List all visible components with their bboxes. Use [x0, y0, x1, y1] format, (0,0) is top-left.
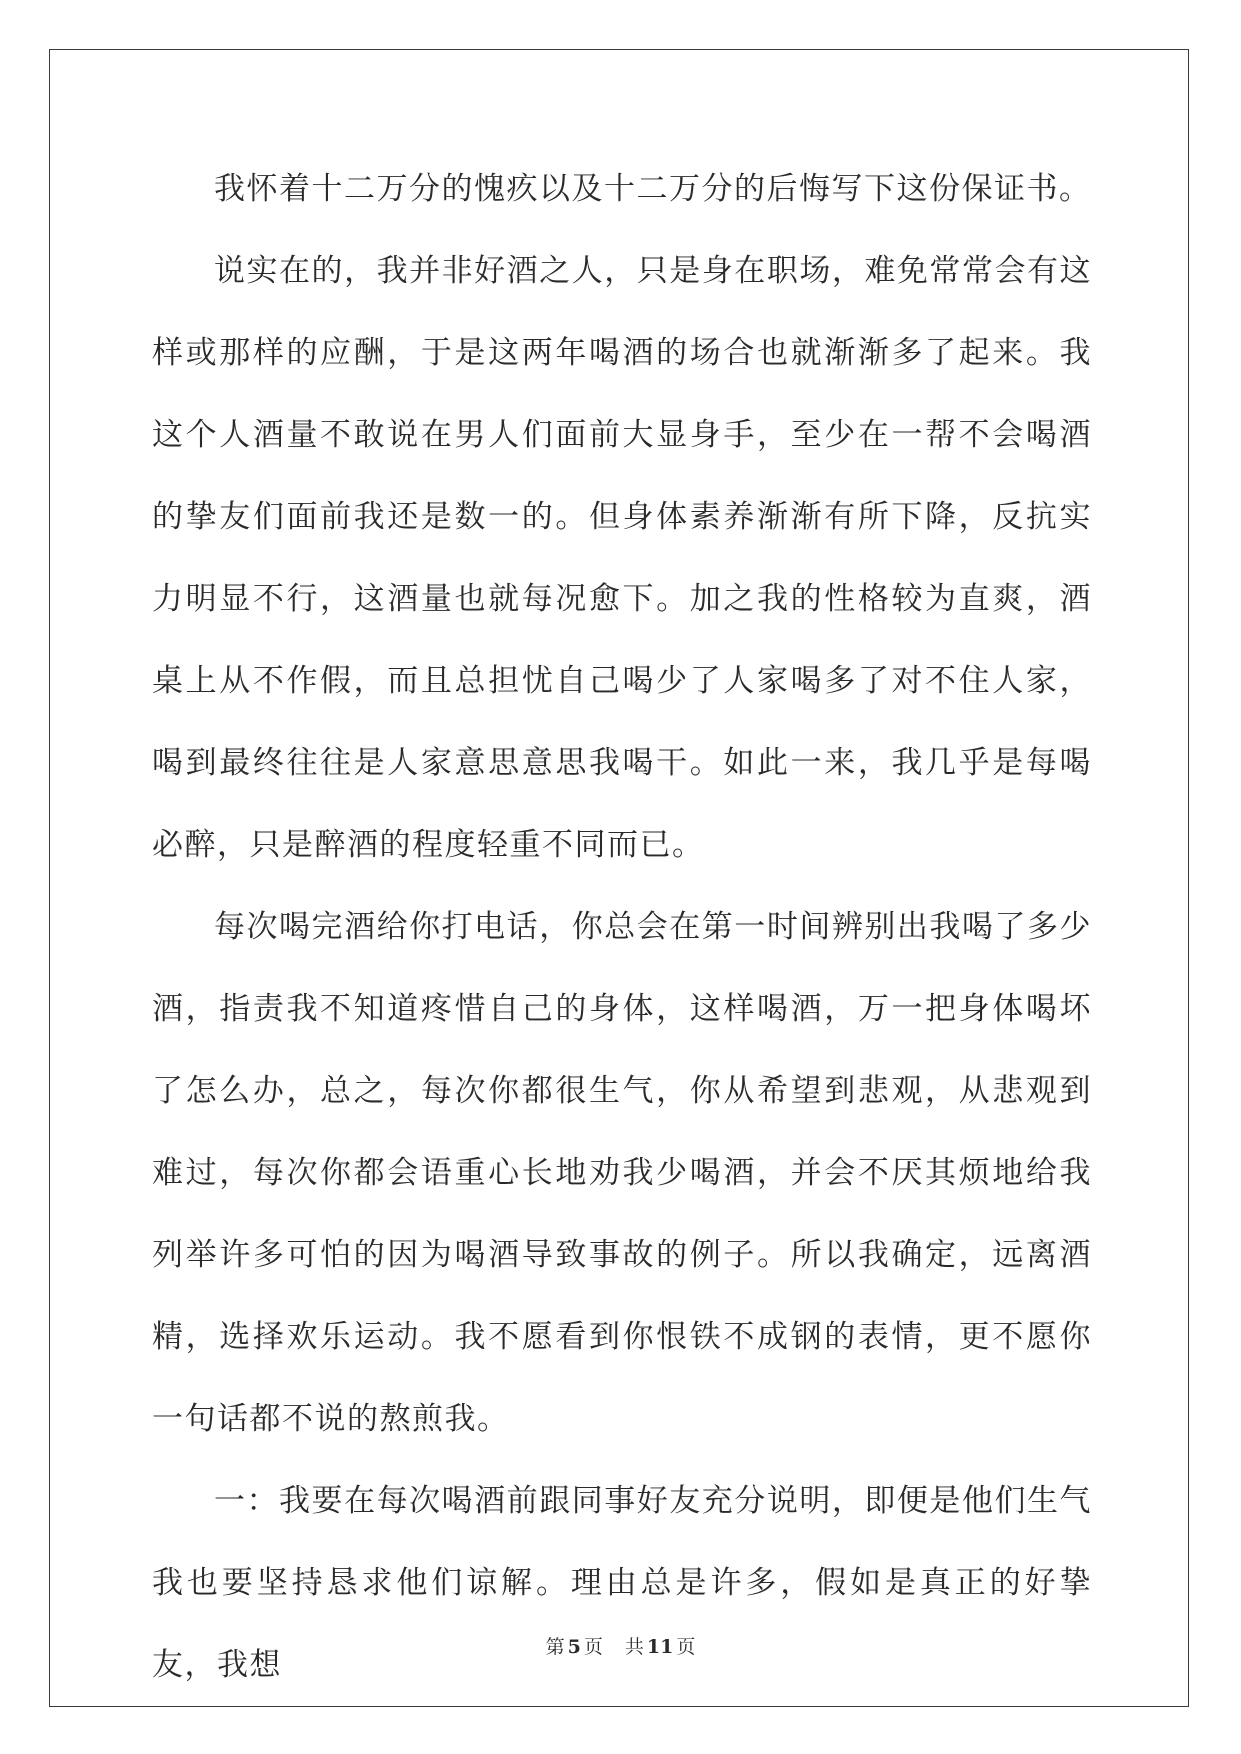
page-prefix: 第: [545, 1636, 565, 1658]
total-suffix: 页: [676, 1636, 696, 1658]
total-prefix: 共: [624, 1636, 644, 1658]
paragraph-4: 一：我要在每次喝酒前跟同事好友充分说明，即便是他们生气我也要坚持恳求他们谅解。理由总是许多，假如是真正的好挚友，我想: [152, 1483, 1092, 1683]
paragraph-1: 我怀着十二万分的愧疚以及十二万分的后悔写下这份保证书。: [214, 171, 1092, 207]
page-footer: [0, 1632, 1241, 1659]
paragraph-2: 说实在的，我并非好酒之人，只是身在职场，难免常常会有这样或那样的应酬，于是这两年喝酒的场合也就渐渐多了起来。我这个人酒量不敢说在男人们面前大显身手，至少在一帮不会喝酒的挚友们面前我还是数一的。但身体素养渐渐有所下降，反抗实力明显不行，这酒量也就每况愈下。加之我的性格较为直爽，酒桌上从不作假，而且总担忧自己喝少了人家喝多了对不住人家，喝到最终往往是人家意思意思我喝干。如此一来，我几乎是每喝必醉，只是醉酒的程度轻重不同而已。: [152, 253, 1092, 863]
page-suffix: 页: [583, 1636, 603, 1658]
page-number: 5: [567, 1636, 581, 1658]
paragraph-3: 每次喝完酒给你打电话，你总会在第一时间辨别出我喝了多少酒，指责我不知道疼惜自己的身体，这样喝酒，万一把身体喝坏了怎么办，总之，每次你都很生气，你从希望到悲观，从悲观到难过，每次你都会语重心长地劝我少喝酒，并会不厌其烦地给我列举许多可怕的因为喝酒导致事故的例子。所以我确定，远离酒精，选择欢乐运动。我不愿看到你恨铁不成钢的表情，更不愿你一句话都不说的熬煎我。: [152, 909, 1092, 1437]
document-body: [152, 148, 1092, 1706]
total-pages: 11: [646, 1636, 674, 1658]
